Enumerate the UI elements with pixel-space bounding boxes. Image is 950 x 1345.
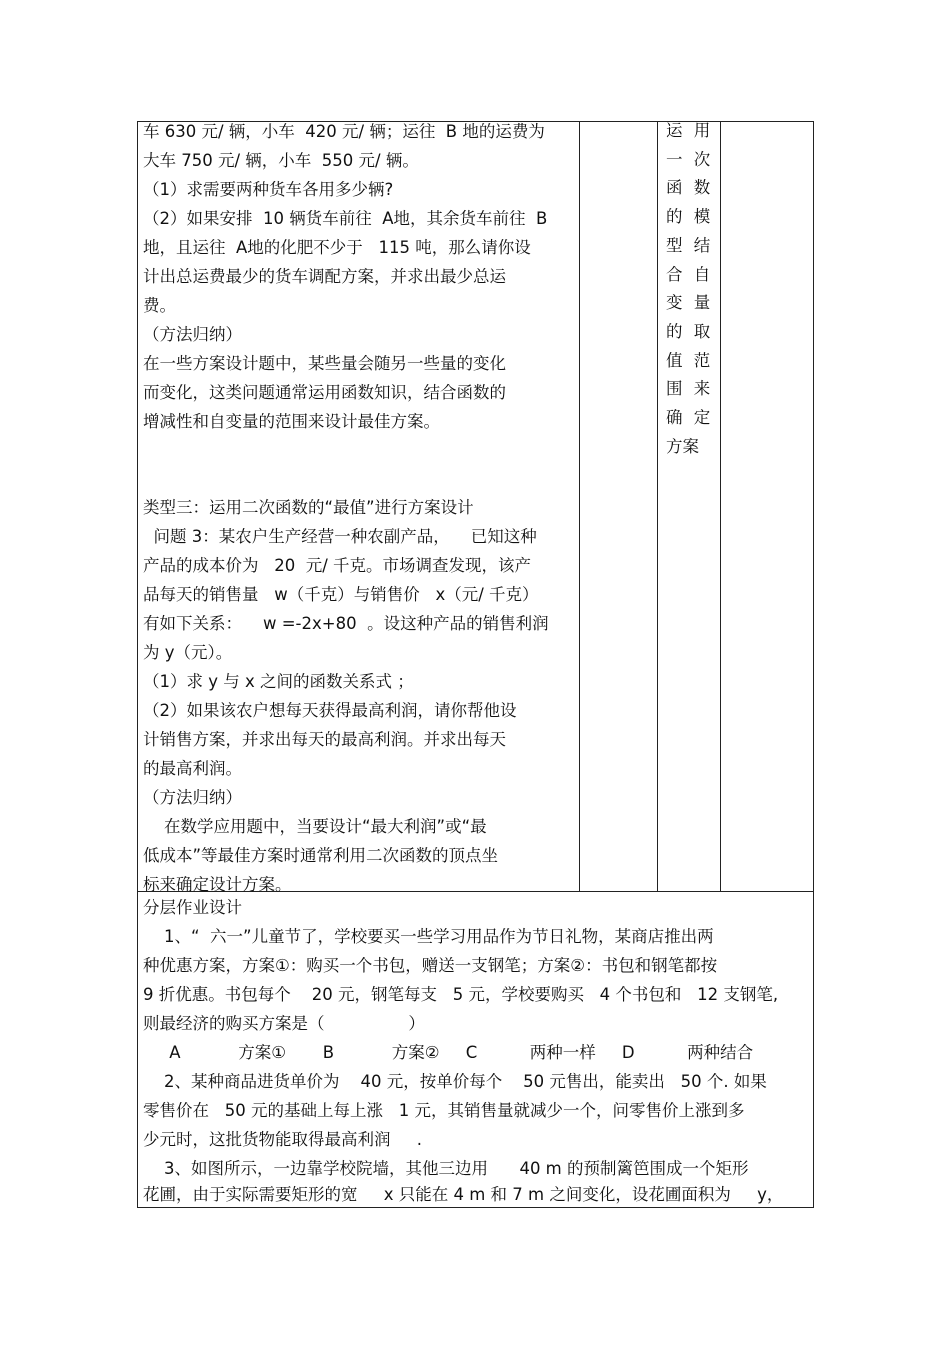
text-line: 品每天的销售量 w（千克）与销售价 x（元/ 千克）: [143, 585, 539, 604]
intent-char: 值: [666, 350, 683, 370]
text-line: 3、如图所示，一边靠学校院墙，其他三边用 40 m 的预制篱笆围成一个矩形: [143, 1159, 749, 1178]
text-line: 标来确定设计方案。: [143, 875, 292, 894]
homework-title: 分层作业设计: [143, 898, 242, 917]
text-line: 费。: [143, 296, 176, 315]
text-line: 增减性和自变量的范围来设计最佳方案。: [143, 412, 440, 431]
intent-char: 量: [693, 293, 711, 313]
column-divider: [579, 121, 580, 892]
text-line: 有如下关系： w =-2x+80 。设这种产品的销售利润: [143, 614, 549, 633]
text-line: 车 630 元/ 辆，小车 420 元/ 辆；运往 B 地的运费为: [143, 122, 545, 141]
intent-char: 取: [693, 321, 711, 341]
intent-char: 的: [666, 207, 683, 227]
text-line: 零售价在 50 元的基础上每上涨 1 元，其销售量就减少一个，问零售价上涨到多: [143, 1101, 745, 1120]
text-line: 的最高利润。: [143, 759, 242, 778]
method-summary-heading: （方法归纳）: [143, 325, 242, 344]
text-line: 在数学应用题中，当要设计“最大利润”或“最: [143, 817, 487, 836]
intent-char: 用: [693, 121, 711, 140]
text-line: 少元时，这批货物能取得最高利润 .: [143, 1130, 422, 1149]
text-line: 产品的成本价为 20 元/ 千克。市场调查发现，该产: [143, 556, 532, 575]
intent-char: 自: [693, 264, 711, 284]
intent-char: 确: [666, 408, 683, 428]
text-line: 计出总运费最少的货车调配方案，并求出最少总运: [143, 267, 506, 286]
intent-char: 变: [666, 293, 683, 313]
intent-char: 围: [666, 379, 683, 399]
intent-char: 方案: [666, 436, 699, 456]
text-line: 低成本”等最佳方案时通常利用二次函数的顶点坐: [143, 846, 499, 865]
choice-options: A 方案① B 方案② C 两种一样 D 两种结合: [143, 1043, 754, 1062]
text-line: 地，且运往 A地的化肥不少于 115 吨，那么请你设: [143, 238, 531, 257]
method-summary-heading: （方法归纳）: [143, 788, 242, 807]
intent-char: 模: [693, 207, 711, 227]
intent-char: 函: [666, 178, 683, 198]
text-line: 种优惠方案，方案①：购买一个书包，赠送一支钢笔；方案②：书包和钢笔都按: [143, 956, 718, 975]
text-line: （1）求需要两种货车各用多少辆?: [143, 180, 394, 199]
text-line: 大车 750 元/ 辆，小车 550 元/ 辆。: [143, 151, 419, 170]
text-line: 则最经济的购买方案是（ ）: [143, 1014, 425, 1033]
intent-char: 数: [693, 178, 711, 198]
text-line: 而变化，这类问题通常运用函数知识，结合函数的: [143, 383, 506, 402]
intent-char: 范: [693, 350, 711, 370]
intent-text-right: [692, 117, 712, 433]
column-divider: [657, 121, 658, 892]
text-line: （1）求 y 与 x 之间的函数关系式 ；: [143, 672, 414, 691]
text-line: 计销售方案，并求出每天的最高利润。并求出每天: [143, 730, 506, 749]
text-line: 9 折优惠。书包每个 20 元，钢笔每支 5 元，学校要购买 4 个书包和 12 支钢笔,: [143, 985, 779, 1004]
text-line: （2）如果该农户想每天获得最高利润，请你帮他设: [143, 701, 517, 720]
intent-char: 型: [666, 235, 683, 255]
text-line: 在一些方案设计题中，某些量会随另一些量的变化: [143, 354, 506, 373]
intent-char: 的: [666, 321, 683, 341]
intent-char: 结: [693, 235, 711, 255]
text-line: 问题 3：某农户生产经营一种农副产品， 已知这种: [143, 527, 537, 546]
intent-char: 来: [693, 379, 711, 399]
section-heading: 类型三：运用二次函数的“最值”进行方案设计: [143, 498, 474, 517]
text-line: 为 y（元）。: [143, 643, 233, 662]
text-line: 1、“ 六一”儿童节了，学校要买一些学习用品作为节日礼物，某商店推出两: [143, 927, 714, 946]
text-line: （2）如果安排 10 辆货车前往 A地，其余货车前往 B: [143, 209, 548, 228]
intent-char: 一: [666, 149, 683, 169]
text-line: 2、某种商品进货单价为 40 元，按单价每个 50 元售出，能卖出 50 个. 如果: [143, 1072, 767, 1091]
intent-char: 运: [666, 121, 683, 140]
column-divider: [720, 121, 721, 892]
text-line: 花圃，由于实际需要矩形的宽 x 只能在 4 m 和 7 m 之间变化，设花圃面积为 y，: [143, 1185, 784, 1204]
intent-char: 合: [666, 264, 683, 284]
intent-char: 次: [693, 149, 711, 169]
intent-char: 定: [693, 408, 711, 428]
